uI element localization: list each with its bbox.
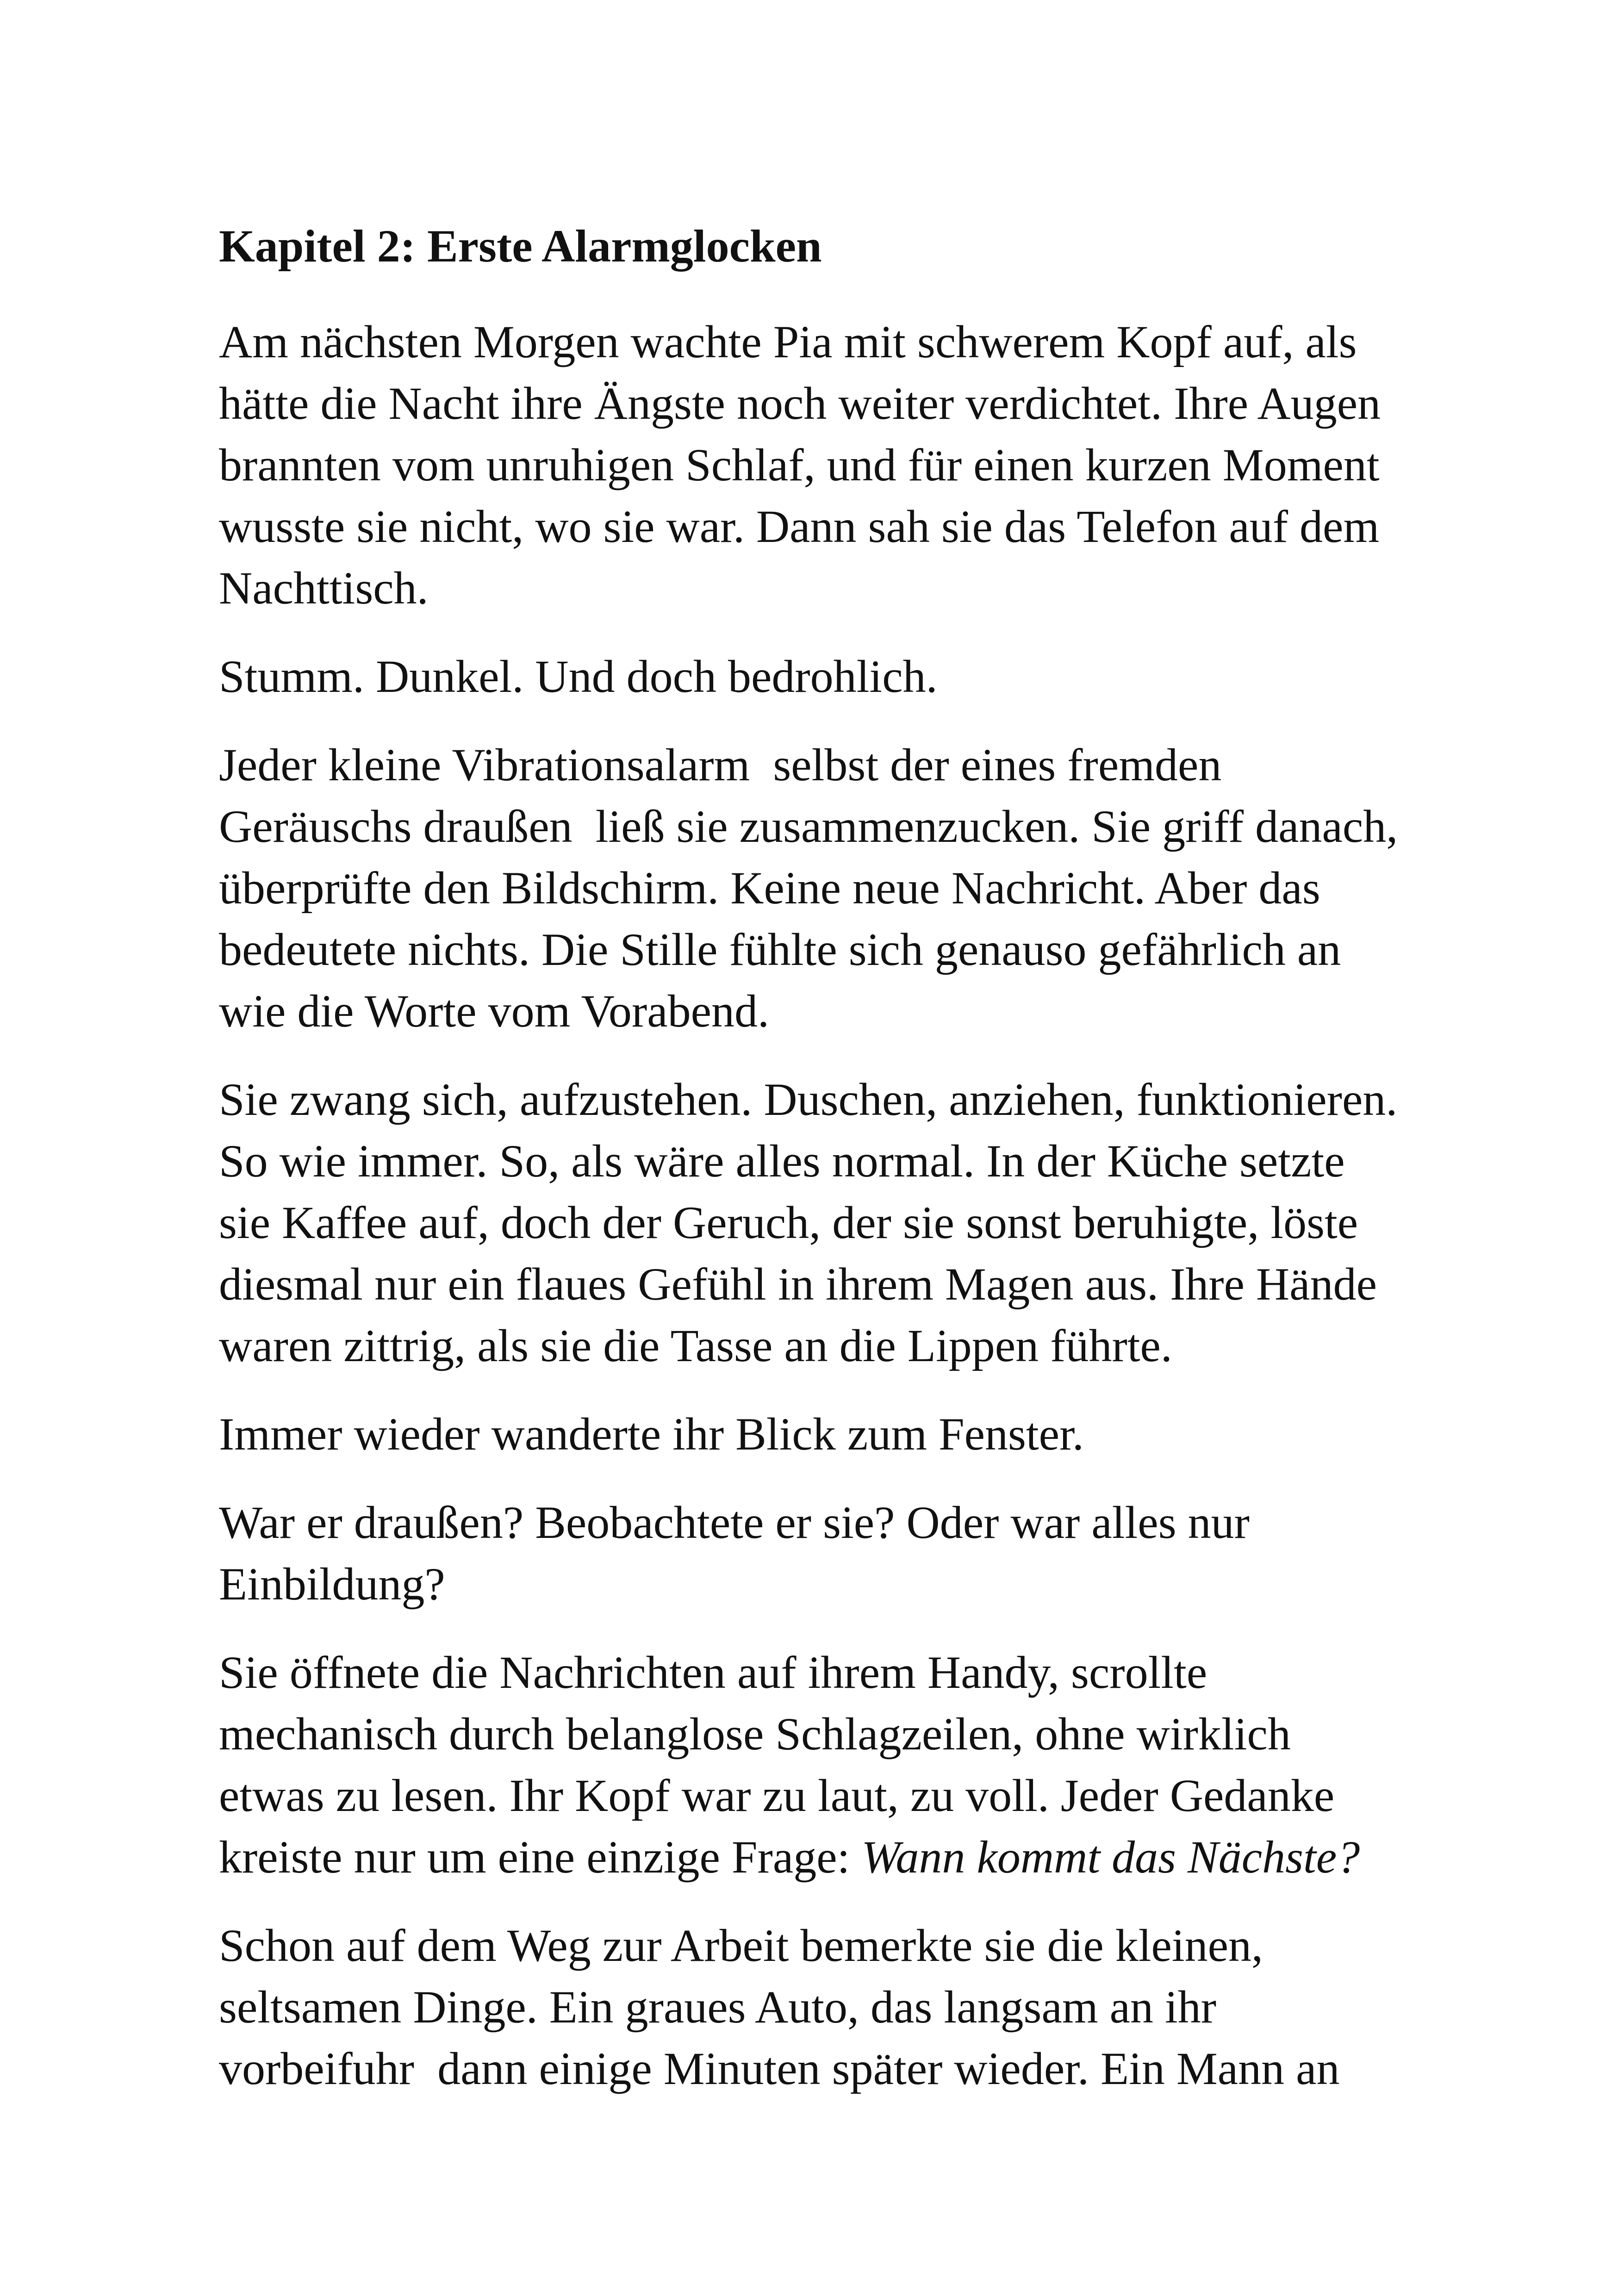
text-line: etwas zu lesen. Ihr Kopf war zu laut, zu voll. Jeder Gedanke xyxy=(219,1770,1335,1821)
text-line: seltsamen Dinge. Ein graues Auto, das langsam an ihr xyxy=(219,1981,1217,2033)
text-line: Am nächsten Morgen wachte Pia mit schwerem Kopf auf, als xyxy=(219,316,1357,367)
paragraph-4 xyxy=(219,1069,1431,1376)
paragraph-7 xyxy=(219,1642,1431,1888)
text-line: kreiste nur um eine einzige Frage: xyxy=(219,1831,862,1883)
text-line: bedeutete nichts. Die Stille fühlte sich genauso gefährlich an xyxy=(219,924,1341,975)
text-line: wie die Worte vom Vorabend. xyxy=(219,985,769,1037)
paragraph-5 xyxy=(219,1403,1431,1465)
text-line: brannten vom unruhigen Schlaf, und für einen kurzen Moment xyxy=(219,439,1380,491)
text-line: Immer wieder wanderte ihr Blick zum Fenster. xyxy=(219,1408,1084,1460)
text-line: Geräuschs draußen ließ sie zusammenzucken. Sie griff danach, xyxy=(219,801,1398,852)
text-line: diesmal nur ein flaues Gefühl in ihrem Magen aus. Ihre Hände xyxy=(219,1258,1377,1310)
paragraph-8 xyxy=(219,1915,1431,2099)
text-line: Sie zwang sich, aufzustehen. Duschen, anziehen, funktionieren. xyxy=(219,1074,1398,1125)
text-line: Jeder kleine Vibrationsalarm selbst der eines fremden xyxy=(219,739,1222,790)
text-line: waren zittrig, als sie die Tasse an die Lippen führte. xyxy=(219,1320,1172,1371)
text-line: War er draußen? Beobachtete er sie? Oder war alles nur xyxy=(219,1497,1250,1548)
chapter-heading: Kapitel 2: Erste Alarmglocken xyxy=(219,220,822,272)
text-line: Schon auf dem Weg zur Arbeit bemerkte sie die kleinen, xyxy=(219,1920,1263,1971)
paragraph-3 xyxy=(219,734,1431,1042)
text-line: wusste sie nicht, wo sie war. Dann sah sie das Telefon auf dem xyxy=(219,501,1380,552)
text-line: Sie öffnete die Nachrichten auf ihrem Handy, scrollte xyxy=(219,1647,1207,1698)
text-line: sie Kaffee auf, doch der Geruch, der sie sonst beruhigte, löste xyxy=(219,1197,1358,1248)
text-line: Einbildung? xyxy=(219,1558,445,1610)
text-line: mechanisch durch belanglose Schlagzeilen, ohne wirklich xyxy=(219,1708,1291,1760)
text-line: vorbeifuhr dann einige Minuten später wieder. Ein Mann an xyxy=(219,2043,1340,2094)
paragraph-1 xyxy=(219,311,1431,619)
text-line: Stumm. Dunkel. Und doch bedrohlich. xyxy=(219,651,938,702)
italic-question: Wann kommt das Nächste? xyxy=(861,1831,1360,1883)
document-body xyxy=(219,214,1431,2126)
text-line: Nachttisch. xyxy=(219,562,429,614)
text-line: So wie immer. So, als wäre alles normal. In der Küche setzte xyxy=(219,1135,1345,1187)
paragraph-6 xyxy=(219,1492,1431,1615)
text-line: hätte die Nacht ihre Ängste noch weiter verdichtet. Ihre Augen xyxy=(219,378,1381,429)
text-line: überprüfte den Bildschirm. Keine neue Nachricht. Aber das xyxy=(219,862,1320,914)
paragraph-2 xyxy=(219,646,1431,707)
